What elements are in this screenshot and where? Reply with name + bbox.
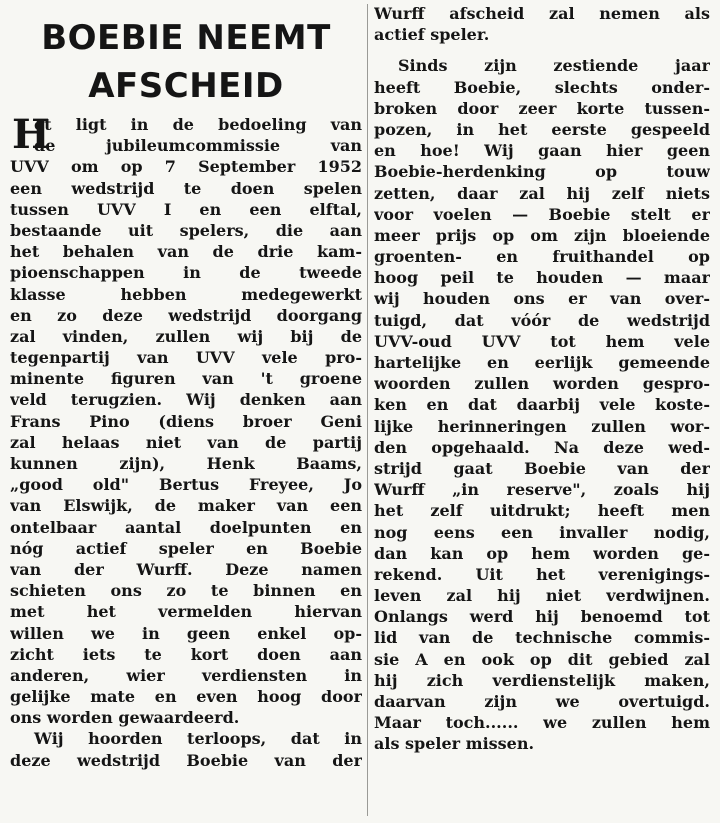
text-line: pioenschappen in de tweede (10, 263, 362, 283)
text-line: hoog peil te houden — maar (374, 268, 710, 288)
text-line: minente figuren van 't groene (10, 369, 362, 389)
text-line: Wurff afscheid zal nemen als (374, 4, 710, 23)
text-line: nog eens een invaller nodig, (374, 522, 710, 542)
text-line: Sinds zijn zestiende jaar (398, 56, 710, 76)
text-line: pozen, in het eerste gespeeld (374, 119, 710, 139)
text-line: Wurff „in reserve", zoals hij (374, 480, 710, 500)
text-line: anderen, wier verdiensten in (10, 665, 362, 685)
text-line: en zo deze wedstrijd doorgang (10, 305, 362, 325)
text-line: tuigd, dat vóór de wedstrijd (374, 310, 710, 330)
text-line: voor voelen — Boebie stelt er (374, 204, 710, 224)
text-line: zal helaas niet van de partij (10, 432, 362, 452)
text-line: dan kan op hem worden ge- (374, 543, 710, 563)
text-line: lijke herinneringen zullen wor- (374, 416, 710, 436)
text-line: een wedstrijd te doen spelen (10, 178, 362, 198)
text-line: als speler missen. (374, 734, 535, 754)
text-line: bestaande uit spelers, die aan (10, 220, 362, 240)
text-line: rekend. Uit het verenigings- (374, 564, 710, 584)
text-line: leven zal hij niet verdwijnen. (374, 586, 710, 606)
text-line: ontelbaar aantal doelpunten en (10, 517, 362, 537)
text-line: sie A en ook op dit gebied zal (374, 649, 710, 669)
text-line: actief speler. (374, 25, 490, 45)
text-line: en hoe! Wij gaan hier geen (374, 141, 710, 161)
right-column (374, 0, 710, 755)
text-line: met het vermelden hiervan (10, 602, 362, 622)
text-line: broken door zeer korte tussen- (374, 98, 710, 118)
headline-line-1: BOEBIE NEEMT (41, 18, 331, 58)
text-line: tegenpartij van UVV vele pro- (10, 348, 362, 368)
text-line: zetten, daar zal hij zelf niets (374, 183, 710, 203)
text-line: Frans Pino (diens broer Geni (10, 411, 362, 431)
text-line: kunnen zijn), Henk Baams, (10, 454, 362, 473)
text-line: den opgehaald. Na deze wed- (374, 437, 710, 457)
text-line: deze wedstrijd Boebie van der (10, 750, 362, 770)
text-line: daarvan zijn we overtuigd. (374, 692, 710, 711)
text-line: het behalen van de drie kam- (10, 242, 362, 262)
right-column-text (374, 3, 710, 755)
text-line: zal vinden, zullen wij bij de (10, 326, 362, 346)
text-line: ken en dat daarbij vele koste- (374, 395, 710, 415)
left-column-text (10, 111, 362, 771)
text-line: van Elswijk, de maker van een (10, 496, 362, 516)
text-line: willen we in geen enkel op- (10, 623, 362, 643)
text-line: klasse hebben medegewerkt (10, 284, 362, 304)
text-line: groenten- en fruithandel op (374, 247, 710, 267)
headline (10, 14, 362, 110)
text-line: et ligt in de bedoeling van (34, 115, 362, 134)
text-line: Wij hoorden terloops, dat in (34, 729, 362, 749)
text-line: wij houden ons er van over- (374, 289, 710, 309)
text-line: Boebie-herdenking op touw (374, 162, 710, 182)
text-line: veld terugzien. Wij denken aan (10, 390, 362, 410)
text-line: van der Wurff. Deze namen (10, 559, 362, 579)
headline-line-2: AFSCHEID (88, 66, 284, 106)
text-line: het zelf uitdrukt; heeft men (374, 501, 710, 521)
text-line: ons worden gewaardeerd. (10, 708, 240, 728)
text-line: lid van de technische commis- (374, 628, 710, 648)
drop-cap: H (12, 111, 50, 158)
left-column (10, 0, 362, 771)
text-line: gelijke mate en even hoog door (10, 687, 362, 707)
text-line: zicht iets te kort doen aan (10, 644, 362, 664)
text-line: Maar toch...... we zullen hem (374, 713, 710, 733)
text-line: hartelijke en eerlijk gemeende (374, 353, 710, 372)
first-paragraph-start (10, 111, 362, 158)
text-line: nóg actief speler en Boebie (10, 538, 362, 558)
text-line: meer prijs op om zijn bloeiende (374, 225, 710, 245)
text-line: „good old" Bertus Freyee, Jo (10, 475, 362, 495)
text-line: UVV-oud UVV tot hem vele (374, 331, 710, 351)
text-line: woorden zullen worden gespro- (374, 374, 710, 394)
text-line: schieten ons zo te binnen en (10, 581, 362, 601)
text-line: de jubileumcommissie van (34, 136, 362, 156)
text-line: UVV om op 7 September 1952 (10, 157, 362, 177)
text-line: heeft Boebie, slechts onder- (374, 77, 710, 97)
text-line: hij zich verdienstelijk maken, (374, 670, 710, 690)
text-line: Onlangs werd hij benoemd tot (374, 607, 710, 627)
text-line: strijd gaat Boebie van der (374, 458, 710, 478)
column-divider (367, 4, 368, 816)
text-line: tussen UVV I en een elftal, (10, 199, 362, 219)
